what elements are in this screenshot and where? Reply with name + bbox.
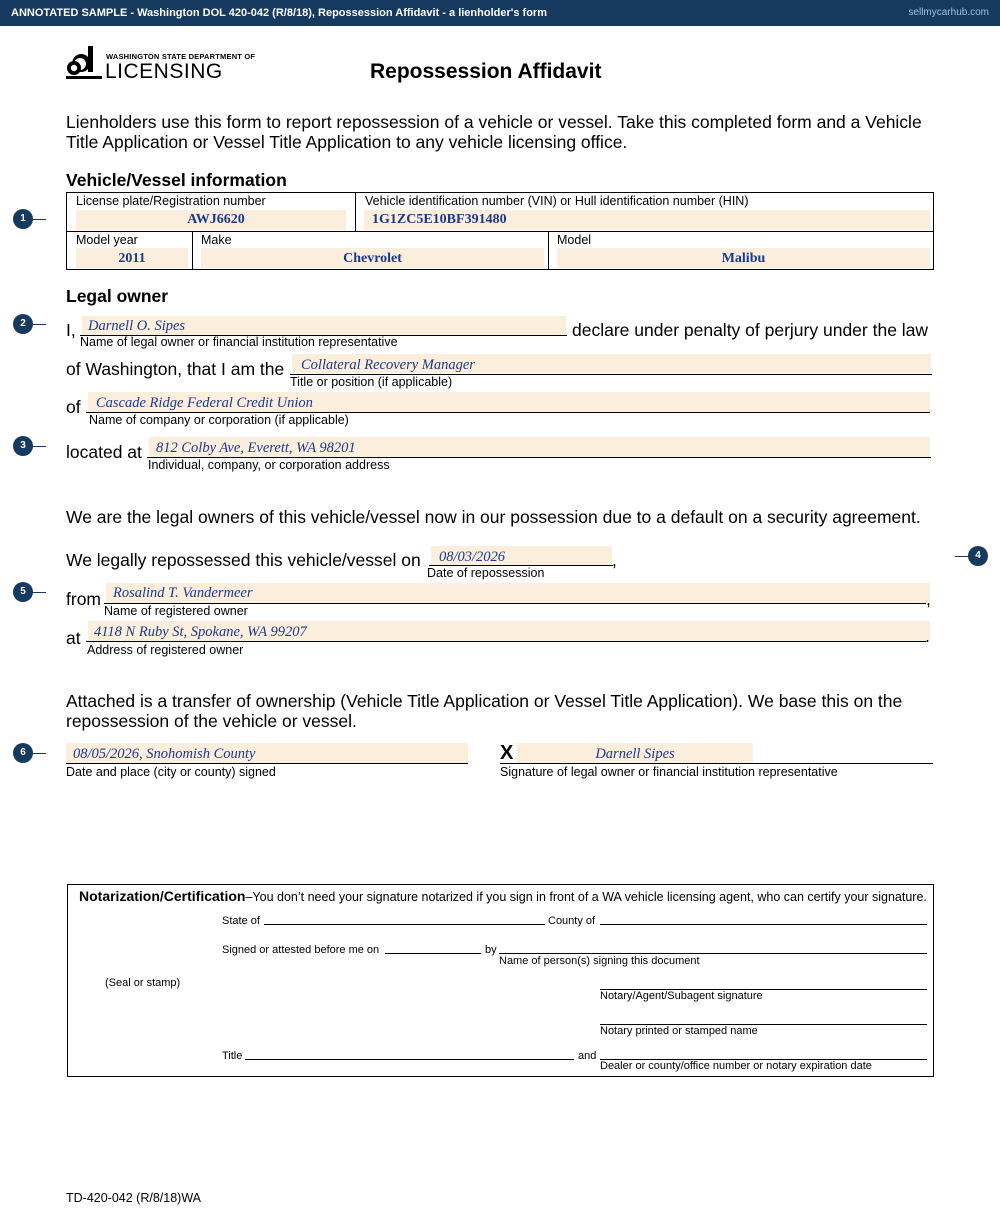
marker-2-leader bbox=[32, 324, 46, 325]
county-line[interactable] bbox=[600, 924, 927, 925]
by-label: by bbox=[485, 944, 497, 956]
logo-licensing-word: LICENSING bbox=[105, 60, 223, 83]
signed-before-label: Signed or attested before me on bbox=[222, 944, 380, 956]
notary-name-caption: Notary printed or stamped name bbox=[600, 1025, 758, 1037]
notary-header bbox=[79, 888, 927, 906]
signer-names-caption: Name of person(s) signing this document bbox=[499, 955, 700, 967]
repo-date-value: 08/03/2026 bbox=[439, 549, 506, 565]
marker-1-leader bbox=[32, 219, 46, 220]
marker-5-leader bbox=[32, 592, 46, 593]
i-prefix: I, bbox=[66, 320, 76, 340]
signer-names-line[interactable] bbox=[499, 953, 927, 954]
company-value: Cascade Ridge Federal Credit Union bbox=[96, 395, 313, 411]
marker-6-leader bbox=[32, 753, 46, 754]
title-caption: Title or position (if applicable) bbox=[290, 375, 453, 389]
form-title: Repossession Affidavit bbox=[370, 60, 602, 83]
state-line[interactable] bbox=[264, 924, 545, 925]
marker-3-leader bbox=[32, 446, 46, 447]
plate-value: AWJ6620 bbox=[187, 212, 245, 227]
form-footer-code: TD-420-042 (R/8/18)WA bbox=[66, 1191, 201, 1205]
vehicle-section-heading: Vehicle/Vessel information bbox=[66, 170, 287, 190]
model-value: Malibu bbox=[721, 251, 766, 266]
annotation-marker-6[interactable]: 6 bbox=[13, 743, 33, 763]
notarization-box bbox=[67, 884, 934, 1077]
seal-label: (Seal or stamp) bbox=[105, 977, 181, 989]
notary-title-label: Title bbox=[222, 1050, 243, 1062]
marker-4-leader bbox=[955, 556, 969, 557]
annotation-marker-2[interactable]: 2 bbox=[13, 314, 33, 334]
address-value: 812 Colby Ave, Everett, WA 98201 bbox=[156, 440, 356, 456]
and-label: and bbox=[578, 1050, 597, 1062]
notary-subtext: –You don’t need your signature notarized if you sign in front of a WA vehicle licensing agent, who can certify your signature. bbox=[245, 890, 927, 904]
model-label: Model bbox=[557, 233, 592, 247]
repo-date-comma: , bbox=[612, 550, 617, 570]
annotation-marker-4[interactable]: 4 bbox=[968, 546, 988, 566]
intro-paragraph: Lienholders use this form to report repossession of a vehicle or vessel. Take this completed form and a Vehicle Title Application or Vessel Title Application to any vehicle licensing office. bbox=[66, 112, 922, 152]
owner-address-value: 4118 N Ruby St, Spokane, WA 99207 bbox=[94, 624, 307, 640]
notary-heading: Notarization/Certification bbox=[79, 888, 246, 904]
make-value: Chevrolet bbox=[343, 251, 402, 266]
signature-caption: Signature of legal owner or financial institution representative bbox=[500, 765, 838, 779]
legal-owner-heading: Legal owner bbox=[66, 286, 169, 306]
vin-value: 1G1ZC5E10BF391480 bbox=[372, 212, 507, 227]
annotation-marker-1[interactable]: 1 bbox=[13, 209, 33, 229]
registered-owner-value: Rosalind T. Vandermeer bbox=[113, 585, 253, 601]
make-label: Make bbox=[201, 233, 232, 247]
title-value: Collateral Recovery Manager bbox=[301, 357, 475, 373]
repossessed-text: We legally repossessed this vehicle/vessel on bbox=[66, 550, 421, 570]
plate-label: License plate/Registration number bbox=[76, 194, 266, 208]
annotation-marker-3[interactable]: 3 bbox=[13, 436, 33, 456]
annotation-marker-5[interactable]: 5 bbox=[13, 582, 33, 602]
dol-logo-icon bbox=[66, 46, 102, 80]
registered-owner-comma: , bbox=[926, 589, 931, 609]
owner-address-caption: Address of registered owner bbox=[87, 643, 244, 657]
vin-label: Vehicle identification number (VIN) or Hull identification number (HIN) bbox=[365, 194, 749, 208]
signature-line bbox=[500, 763, 933, 764]
owner-address-line bbox=[86, 641, 926, 642]
state-label: State of bbox=[222, 915, 260, 927]
declare-text: declare under penalty of perjury under the law bbox=[572, 320, 929, 340]
registered-owner-caption: Name of registered owner bbox=[104, 604, 248, 618]
logo-agency-line: WASHINGTON STATE DEPARTMENT OF bbox=[106, 52, 256, 61]
owner-name-value: Darnell O. Sipes bbox=[88, 318, 186, 334]
banner-site-link[interactable]: sellmycarhub.com bbox=[908, 7, 989, 18]
of-washington-text: of Washington, that I am the bbox=[66, 359, 285, 379]
date-place-value: 08/05/2026, Snohomish County bbox=[73, 746, 256, 762]
owner-name-caption: Name of legal owner or financial institution representative bbox=[80, 335, 398, 349]
notary-title-line[interactable] bbox=[245, 1059, 574, 1060]
banner-title: ANNOTATED SAMPLE - Washington DOL 420-042 (R/8/18), Repossession Affidavit - a lienholder's form bbox=[11, 7, 547, 19]
notary-signature-caption: Notary/Agent/Subagent signature bbox=[600, 990, 763, 1002]
date-place-line bbox=[66, 763, 468, 764]
of-prefix: of bbox=[66, 397, 81, 417]
year-label: Model year bbox=[76, 233, 138, 247]
legal-owners-statement: We are the legal owners of this vehicle/vessel now in our possession due to a default on a security agreement. bbox=[66, 507, 921, 527]
signature-x-mark: X bbox=[500, 742, 514, 764]
signature-value: Darnell Sipes bbox=[595, 746, 675, 762]
attached-statement: Attached is a transfer of ownership (Vehicle Title Application or Vessel Title Application). We base this on the repossession of the vehicle or vessel. bbox=[66, 691, 903, 731]
repo-date-caption: Date of repossession bbox=[427, 566, 545, 580]
from-prefix: from bbox=[66, 589, 101, 609]
signed-date-line[interactable] bbox=[385, 953, 481, 954]
year-value: 2011 bbox=[118, 251, 146, 266]
address-caption: Individual, company, or corporation address bbox=[148, 458, 390, 472]
dealer-number-caption: Dealer or county/office number or notary expiration date bbox=[600, 1060, 872, 1072]
owner-address-period: . bbox=[925, 626, 930, 646]
located-prefix: located at bbox=[66, 442, 142, 462]
company-caption: Name of company or corporation (if applicable) bbox=[89, 413, 349, 427]
at-prefix: at bbox=[66, 628, 81, 648]
county-label: County of bbox=[548, 915, 596, 927]
date-place-caption: Date and place (city or county) signed bbox=[66, 765, 276, 779]
